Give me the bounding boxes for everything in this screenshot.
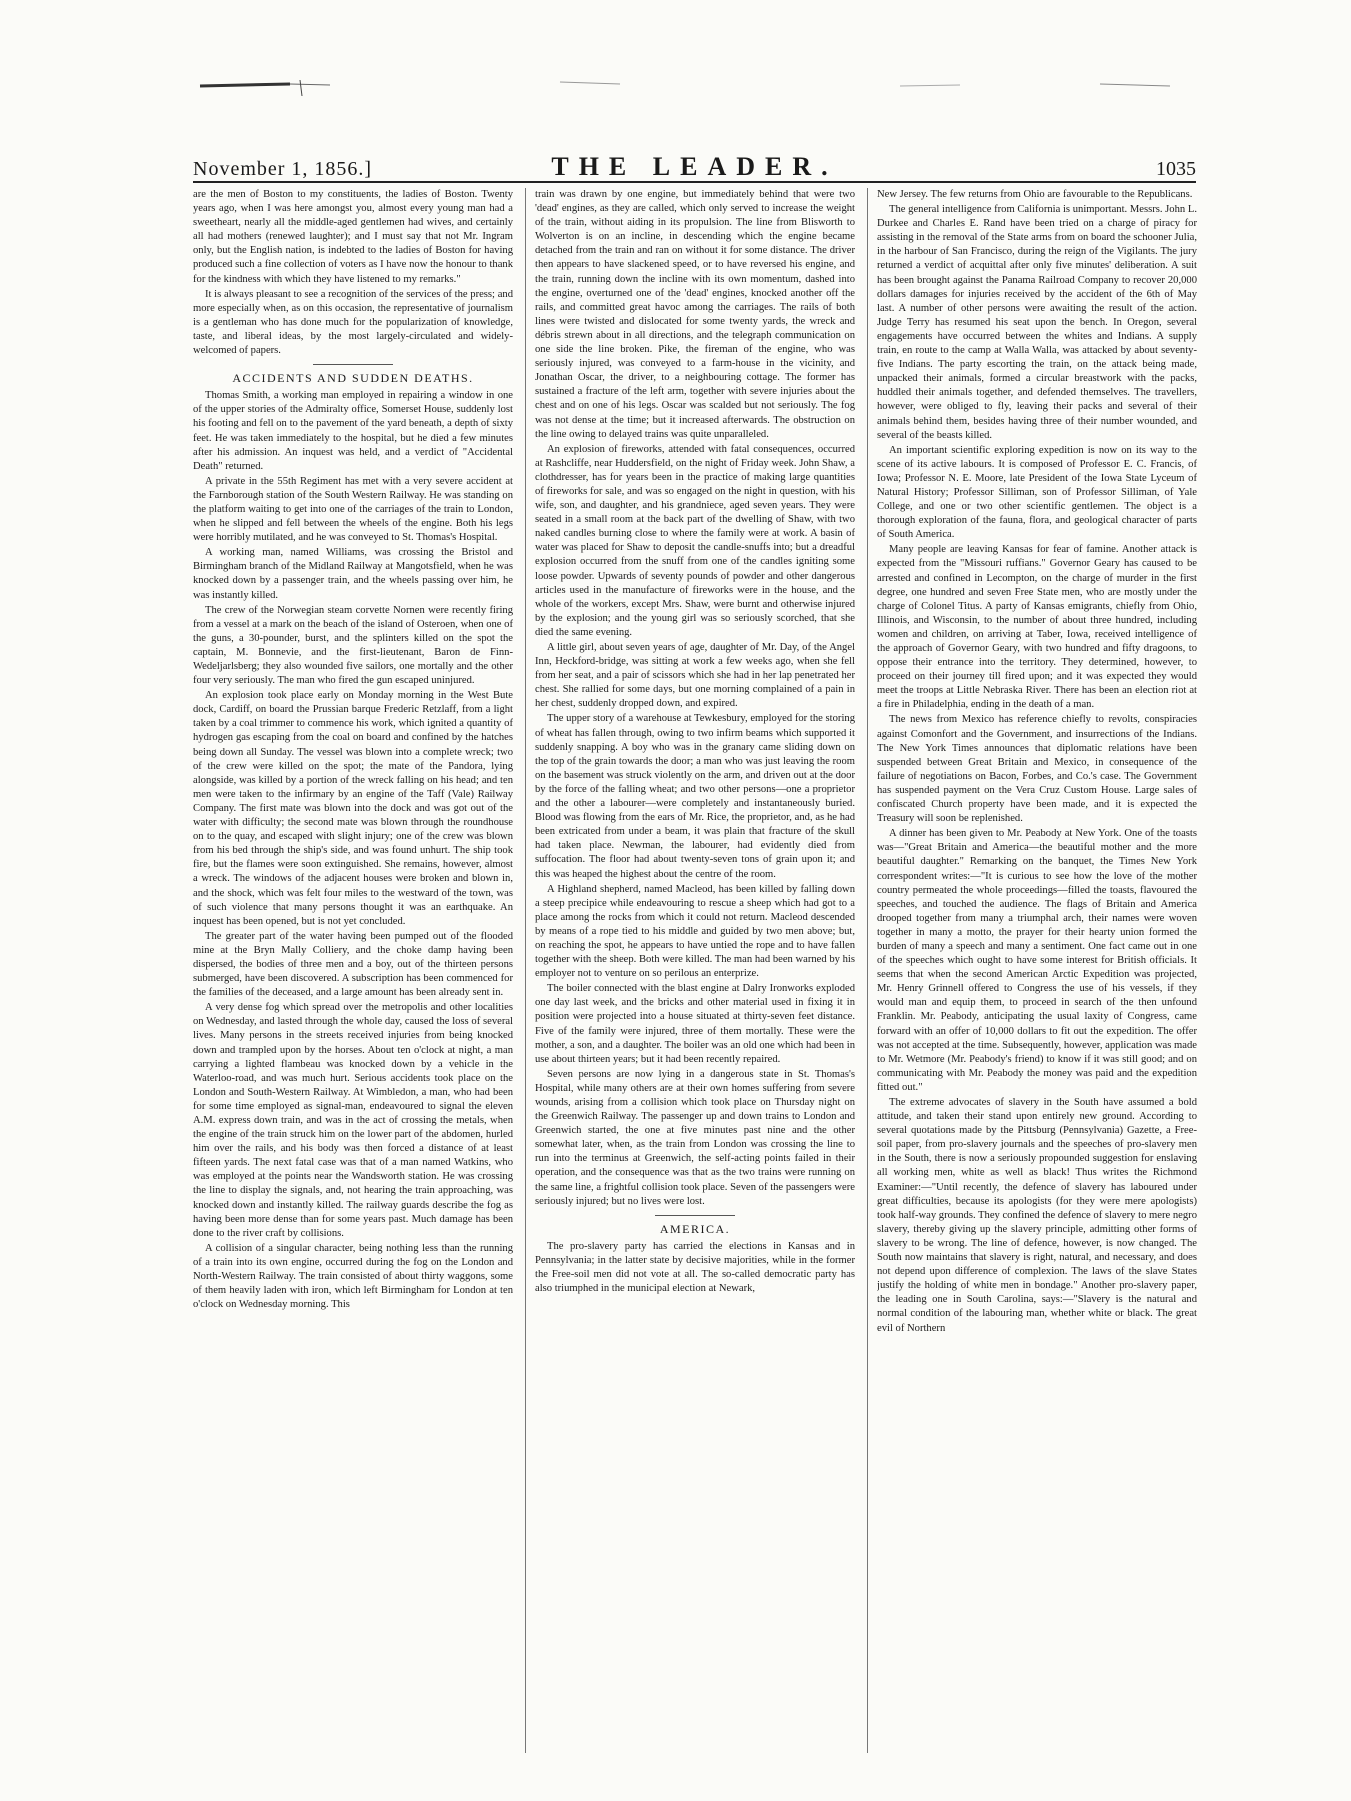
column-divider	[867, 188, 868, 1753]
section-divider	[655, 1215, 735, 1216]
paragraph: The general intelligence from California is unimportant. Messrs. John L. Durkee and Charles E. Rand have been tried on a charge of piracy for assisting in the removal of the State arms from on board the schooner Julia, in the harbour of San Francisco, during the reign of the Vigilants. The jury returned a verdict of acquittal after only five minutes' deliberation. A suit has been brought against the Panama Railroad Company to recover 20,000 dollars damages for injuries received by the accident of the 6th of May last. A number of other persons were awaiting the result of the action. Judge Terry has resumed his seat upon the bench. In Oregon, several engagements have occurred between the whites and Indians. A supply train, en route to the camp at Walla Walla, was attacked by about seventy-five Indians. The party escorting the train, on the attack being made, unpacked their animals, formed a circular breastwork with the packs, huddled their animals together, and defended themselves. The travellers, however, were obliged to fly, leaving their packs and several of their animals behind them, besides having three of their number wounded, and several of the beasts killed.	[877, 204, 1197, 441]
issue-date: November 1, 1856.]	[193, 158, 373, 180]
header-rule	[193, 181, 1196, 183]
paragraph: A little girl, about seven years of age, daughter of Mr. Day, of the Angel Inn, Heckford-bridge, was sitting at work a few weeks ago, when she fell from her seat, and a pair of scissors which she had in her lap penetrated her chest. She rallied for some days, but one morning complained of a pain in her chest, suddenly dropped down, and expired.	[535, 642, 855, 710]
paragraph: The extreme advocates of slavery in the South have assumed a bold attitude, and taken their stand upon entirely new ground. According to several quotations made by the Pittsburg (Pennsylvania) Gazette, a Free-soil paper, from pro-slavery journals and the speeches of pro-slavery men in the South, there is now a seriously propounded suggestion for enslaving all working men, white as well as black! Thus writes the Richmond Examiner:—"Until recently, the defence of slavery has laboured under great difficulties, because its apologists (for they were mere apologists) took half-way grounds. They confined the defence of slavery to mere negro slavery, thereby giving up the slavery principle, admitting other forms of slavery to be wrong. The line of defence, however, is now changed. The South now maintains that slavery is right, natural, and necessary, and does not depend upon difference of complexion. The laws of the slave States justify the holding of white men in bondage." Another pro-slavery paper, the leading one in South Carolina, says:—"Slavery is the natural and normal condition of the labouring man, whether white or black. The great evil of Northern	[877, 1097, 1197, 1334]
section-divider	[313, 364, 393, 365]
paragraph: New Jersey. The few returns from Ohio are favourable to the Republicans.	[877, 189, 1193, 200]
paragraph: A working man, named Williams, was crossing the Bristol and Birmingham branch of the Midland Railway at Mangotsfield, when he was knocked down by a passenger train, and the wheels passing over him, he was instantly killed.	[193, 547, 513, 601]
column-2	[535, 188, 855, 1753]
section-heading-accidents: ACCIDENTS AND SUDDEN DEATHS.	[232, 371, 474, 386]
paragraph: An explosion took place early on Monday morning in the West Bute dock, Cardiff, on board the Prussian barque Frederic Retzlaff, from a light taken by a coal trimmer to commence his work, which ignited a quantity of hydrogen gas escaping from the coal on board and confined by the hatches being down all Sunday. The vessel was blown into a complete wreck; two of the crew were killed on the spot; the mate of the Pandora, lying alongside, was killed by a portion of the wreck falling on his head; and ten men were taken to the infirmary by an engine of the Taff (Vale) Railway Company. The first mate was blown into the dock and was got out of the water with difficulty; the second mate was blown through the roundhouse on to the quay, and escaped with slight injury; one of the crew was blown from his bed through the ship's side, and was found unhurt. The ship took fire, but the flames were soon extinguished. She remains, however, almost a wreck. The windows of the adjacent houses were broken and blown in, and the shock, which was felt four miles to the westward of the town, was of such violence that many persons thought it was an earthquake. An inquest has been opened, but is not yet concluded.	[193, 690, 513, 927]
page-number: 1035	[1156, 158, 1196, 180]
column-divider	[525, 188, 526, 1753]
paragraph: It is always pleasant to see a recognition of the services of the press; and more especially when, as on this occasion, the representative of journalism is a gentleman who has done much for the popularization of knowledge, taste, and liberal ideas, by the most largely-circulated and widely-welcomed of papers.	[193, 288, 513, 357]
column-1	[193, 188, 513, 1753]
paragraph: Thomas Smith, a working man employed in repairing a window in one of the upper stories of the Admiralty office, Somerset House, suddenly lost his footing and fell on to the pavement of the yard beneath, a depth of sixty feet. He was taken immediately to the hospital, but he died a few minutes after his admission. An inquest was held, and a verdict of "Accidental Death" returned.	[193, 390, 513, 472]
paragraph: Seven persons are now lying in a dangerous state in St. Thomas's Hospital, while many others are at their own homes suffering from severe wounds, arising from a collision which took place on Thursday night on the Greenwich Railway. The passenger up and down trains to London and Greenwich started, the one at five minutes past nine and the other somewhat later, when, as the train from London was crossing the line to run into the terminus at Greenwich, the self-acting points failed in their operation, and the consequence was that as the two trains were running on the same line, a frightful collision took place. Seven of the passengers were seriously injured; but no lives were lost.	[535, 1068, 855, 1207]
masthead-title: THE LEADER.	[551, 152, 838, 181]
page-header	[193, 150, 1196, 180]
paragraph: A private in the 55th Regiment has met with a very severe accident at the Farnborough station of the South Western Railway. He was standing on the platform waiting to get into one of the carriages of the train to London, when he slipped and fell between the wheels of the engine. Both his legs were horribly mutilated, and he was conveyed to St. Thomas's Hospital.	[193, 475, 513, 544]
paragraph: The upper story of a warehouse at Tewkesbury, employed for the storing of wheat has fallen through, owing to two infirm beams which supported it suddenly snapping. A boy who was in the granary came sliding down on the top of the grain towards the door; a man who was just leaving the room on the basement was struck violently on the arm, and driven out at the door by the force of the falling wheat; and two other persons—one a proprietor and the other a labourer—were completely and instantaneously buried. Blood was flowing from the ears of Mr. Rice, the proprietor, and, as he had been extricated from under a beam, it was plain that fracture of the skull had taken place. Newman, the labourer, had evidently died from suffocation. The floor had about twenty-seven tons of grain upon it; and this was heaped the highest about the centre of the room.	[535, 713, 855, 880]
paragraph: The greater part of the water having been pumped out of the flooded mine at the Bryn Mally Colliery, and the choke damp having been dispersed, the bodies of three men and a boy, out of the thirteen persons submerged, have been discovered. A subscription has been commenced for the families of the deceased, and a large amount has been already sent in.	[193, 930, 513, 999]
paragraph: A collision of a singular character, being nothing less than the running of a train into its own engine, occurred during the fog on the London and North-Western Railway. The train consisted of about thirty waggons, some of them heavily laden with iron, which left Birmingham for London at ten o'clock on Wednesday morning. This	[193, 1242, 513, 1311]
paragraph: The boiler connected with the blast engine at Dalry Ironworks exploded one day last week, and the bricks and other material used in fixing it in position were projected into a house situated at thirty-seven feet distance. Five of the family were injured, three of them mortally. These were the mother, a son, and a daughter. The boiler was an old one which had been in use about thirteen years; but it had been recently repaired.	[535, 983, 855, 1065]
paragraph: A very dense fog which spread over the metropolis and other localities on Wednesday, and lasted through the whole day, caused the loss of several lives. Many persons in the streets received injuries from being knocked down and trampled upon by the horses. About ten o'clock at night, a man carrying a lighted flambeau was knocked down by a vehicle in the Waterloo-road, and was much hurt. Serious accidents took place on the London and South-Western Railway. At Wimbledon, a man, who had been for some time employed as signal-man, endeavoured to signal the eleven A.M. express down train, and was in the act of crossing the metals, when the engine of the train struck him on the lower part of the abdomen, hurled him over the rails, and his body was then forced a distance of at least fifteen yards. The next fatal case was that of a man named Watkins, who was employed at the points near the Wandsworth station. He was crossing the line to display the signals, and, not hearing the train approaching, was knocked down and instantly killed. The railway guards describe the fog as having been more dense than for some years past. Much damage has been done to the river craft by collisions.	[193, 1002, 513, 1239]
paragraph: An explosion of fireworks, attended with fatal consequences, occurred at Rashcliffe, near Huddersfield, on the night of Friday week. John Shaw, a clothdresser, has for years been in the practice of making large quantities of fireworks for sale, and was so engaged on the night in question, with his wife, son, and daughter, and his grandniece, aged seven years. They were seated in a small room at the back part of the dwelling of Shaw, with two naked candles burning close to where the family were at work. A basin of water was placed for Shaw to deposit the candle-snuffs into; but a dreadful explosion occurred from the snuff from one of the candles igniting some loose powder. Upwards of seventy pounds of powder and other dangerous articles used in the manufacture of fireworks were in the house, and the whole of the workers, except Mrs. Shaw, were burnt and otherwise injured by the explosion; and the young girl was so seriously scorched, that she died the same evening.	[535, 443, 855, 638]
paragraph: The pro-slavery party has carried the elections in Kansas and in Pennsylvania; in the latter state by decisive majorities, while in the former the Free-soil men did not vote at all. The so-called democratic party has also triumphed in the municipal election at Newark,	[535, 1240, 855, 1295]
paragraph: train was drawn by one engine, but immediately behind that were two 'dead' engines, as they are called, which only served to increase the weight of the train, without aiding in its propulsion. The line from Blisworth to Wolverton is on an incline, in descending which the engine became detached from the train and ran on without it for some distance. The driver then appears to have slackened speed, or to have reversed his engine, and the train, running down the incline with its own momentum, dashed into the engine, overturned one of the 'dead' engines, knocked another off the rails, and committed great havoc among the carriages. The rails of both lines were twisted and dislocated for some twenty yards, the wreck and débris strewn about in all directions, and the telegraph communication on one side the line broken. Pike, the fireman of the engine, who was seriously injured, was conveyed to a farm-house in the vicinity, and Jonathan Oscar, the driver, to a neighbouring cottage. The former has sustained a fracture of the left arm, together with severe injuries about the chest and on one of his legs. Oscar was scalded but not seriously. The fog was not dense at the time; but it increased afterwards. The obstruction on the line owing to delayed trains was quite unparalleled.	[535, 189, 855, 440]
paragraph: The crew of the Norwegian steam corvette Nornen were recently firing from a vessel at a mark on the beach of the island of Osteroen, when one of the guns, a 30-pounder, burst, and the splinters killed on the spot the captain, M. Bonnevie, and the first-lieutenant, Baron de Finn-Wedeljarlsberg; they also wounded five sailors, one mortally and the other four very seriously. The man who fired the gun escaped uninjured.	[193, 604, 513, 687]
column-3	[877, 188, 1197, 1753]
scan-artifacts	[0, 0, 1351, 140]
paragraph: are the men of Boston to my constituents, the ladies of Boston. Twenty years ago, when I was here amongst you, almost every young man had a sweetheart, nearly all the middle-aged gentlemen had wives, and certainly all had mothers (renewed laughter); and I must say that not Mr. Ingram only, but the English nation, is indebted to the ladies of Boston for having produced such a fine collection of voters as I have now the honour to thank for the kindness with which they have listened to my remarks."	[193, 189, 513, 285]
paragraph: The news from Mexico has reference chiefly to revolts, conspiracies against Comonfort and the Government, and insurrections of the Indians. The New York Times announces that diplomatic relations have been suspended between Great Britain and Mexico, in consequence of the failure of negotiations on Bacon, Forbes, and Co.'s case. The Government has suspended payment on the Vera Cruz Custom House. Large sales of confiscated Church property have been made, and it is expected the Treasury will soon be replenished.	[877, 714, 1197, 825]
paragraph: An important scientific exploring expedition is now on its way to the scene of its active labours. It is composed of Professor E. C. Francis, of Iowa; Professor N. E. Moore, late President of the Iowa State Lyceum of Natural History; Professor Silliman, son of Professor Silliman, of Yale College, and one or two other scientific gentlemen. The object is a thorough exploration of the fauna, flora, and geological character of parts of South America.	[877, 444, 1197, 541]
paragraph: A dinner has been given to Mr. Peabody at New York. One of the toasts was—"Great Britain and America—the beautiful mother and the more beautiful daughter." Remarking on the banquet, the Times New York correspondent writes:—"It is curious to see how the love of the mother country permeated the whole proceedings—filled the toasts, flavoured the speeches, and touched the audience. The flags of Britain and America drooped together from many a triumphal arch, their names were woven together in many a motto, the prayer for their hearty union formed the burden of many a speech and many a sentiment. One fact came out in one of the speeches which ought to have some interest for British officials. It seems that when the second American Arctic Expedition was projected, Mr. Henry Grinnell offered to Congress the use of his vessels, if they would man and equip them, to proceed in search of the then unfound Franklin. Mr. Peabody, anticipating the usual laxity of Congress, came forward with an offer of 10,000 dollars to fit out the expedition. The offer was not accepted at the time. Subsequently, however, application was made to Mr. Wetmore (Mr. Peabody's friend) to know if it was still good; and on communicating with Mr. Peabody the money was paid and the expedition fitted out."	[877, 828, 1197, 1093]
section-heading-america: AMERICA.	[659, 1221, 731, 1236]
paragraph: Many people are leaving Kansas for fear of famine. Another attack is expected from the "Missouri ruffians." Governor Geary has caused to be arrested and confined in Lecompton, on the charge of murder in the first degree, one hundred and seven Free State men, who are mostly under the charge of Colonel Titus. A party of Kansas emigrants, chiefly from Ohio, Illinois, and Wisconsin, to the number of about three hundred, including women and children, on arriving at Taber, Iowa, received intelligence of the approach of Governor Geary, with two hundred and fifty dragoons, to oppose their entrance into the territory. They determined, however, to proceed on their journey till fired upon; and it was expected they would meet the troops at Little Nebraska River. There has been an election riot at a fire in Philadelphia, ending in the death of a man.	[877, 544, 1197, 711]
paragraph: A Highland shepherd, named Macleod, has been killed by falling down a steep precipice while endeavouring to rescue a sheep which had got to a place among the rocks from which it could not return. Macleod descended by means of a rope tied to his middle and guided by two men above; but, on reaching the spot, he appears to have untied the rope and to have fallen together with the sheep. Both were killed. The man had been warned by his employer not to venture on so perilous an enterprize.	[535, 883, 855, 980]
